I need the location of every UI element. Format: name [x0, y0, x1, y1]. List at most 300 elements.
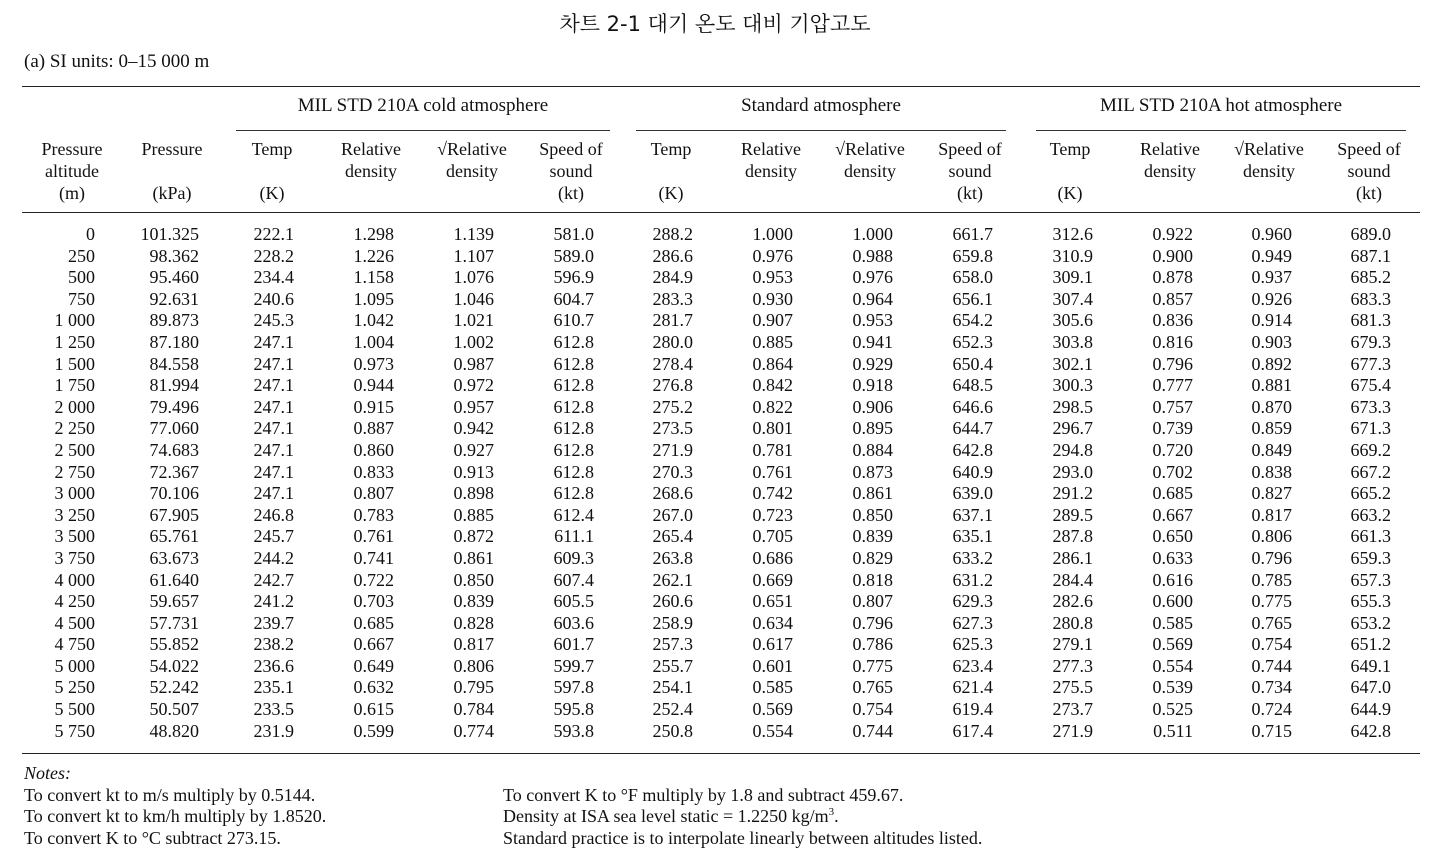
cell-hot-rel-density: 0.569	[1152, 634, 1193, 655]
note-density-exponent: 3	[828, 806, 835, 818]
cell-cold-speed-of-sound: 589.0	[553, 245, 594, 266]
cell-cold-sqrt-density: 0.898	[453, 483, 494, 504]
cell-cold-rel-density: 0.599	[353, 720, 394, 741]
notes-heading: Notes:	[24, 763, 71, 783]
cell-hot-temp: 275.5	[1052, 677, 1093, 698]
cell-hot-speed-of-sound: 667.2	[1350, 461, 1391, 482]
cell-std-rel-density: 0.885	[752, 331, 793, 352]
header-hot-sqrt-density-line-2: density	[1243, 161, 1295, 181]
cell-hot-temp: 298.5	[1052, 396, 1093, 417]
cell-std-rel-density: 0.601	[752, 655, 793, 676]
cell-std-rel-density: 0.742	[752, 483, 793, 504]
cell-std-temp: 257.3	[652, 634, 693, 655]
cell-hot-speed-of-sound: 665.2	[1350, 483, 1391, 504]
cell-std-sqrt-density: 0.929	[852, 353, 893, 374]
cell-cold-temp: 247.1	[253, 439, 294, 460]
cell-hot-rel-density: 0.525	[1152, 699, 1193, 720]
cell-hot-temp: 291.2	[1052, 483, 1093, 504]
cell-hot-sqrt-density: 0.960	[1251, 224, 1292, 244]
cell-cold-sqrt-density: 1.139	[453, 224, 494, 244]
cell-cold-temp: 247.1	[253, 396, 294, 417]
cell-hot-temp: 273.7	[1052, 699, 1093, 720]
table-row	[0, 332, 1430, 354]
cell-cold-temp: 236.6	[253, 655, 294, 676]
cell-altitude: 2 000	[54, 396, 95, 417]
cell-pressure: 92.631	[149, 288, 199, 309]
cell-hot-temp: 305.6	[1052, 310, 1093, 331]
cell-hot-temp: 309.1	[1052, 267, 1093, 288]
cell-hot-sqrt-density: 0.926	[1251, 288, 1292, 309]
cell-std-rel-density: 0.634	[752, 612, 793, 633]
cell-cold-temp: 222.1	[253, 224, 294, 244]
cell-hot-rel-density: 0.554	[1152, 655, 1193, 676]
header-std-rel-density-line-3	[722, 182, 820, 204]
group-rule-cold	[236, 130, 610, 131]
cell-cold-speed-of-sound: 612.8	[553, 353, 594, 374]
cell-hot-speed-of-sound: 687.1	[1350, 245, 1391, 266]
cell-std-temp: 273.5	[652, 418, 693, 439]
cell-pressure: 54.022	[149, 655, 199, 676]
cell-std-sqrt-density: 0.754	[852, 699, 893, 720]
cell-cold-rel-density: 0.722	[353, 569, 394, 590]
cell-altitude: 5 250	[54, 677, 95, 698]
cell-cold-temp: 247.1	[253, 461, 294, 482]
cell-hot-sqrt-density: 0.785	[1251, 569, 1292, 590]
cell-std-sqrt-density: 0.861	[852, 483, 893, 504]
cell-altitude: 4 500	[54, 612, 95, 633]
cell-cold-sqrt-density: 0.885	[453, 504, 494, 525]
cell-std-rel-density: 0.907	[752, 310, 793, 331]
cell-std-temp: 278.4	[652, 353, 693, 374]
cell-cold-sqrt-density: 0.850	[453, 569, 494, 590]
cell-hot-temp: 287.8	[1052, 526, 1093, 547]
cell-std-sqrt-density: 0.807	[852, 591, 893, 612]
cell-std-rel-density: 0.761	[752, 461, 793, 482]
cell-hot-sqrt-density: 0.806	[1251, 526, 1292, 547]
table-row	[0, 613, 1430, 635]
header-cold-rel-density	[322, 138, 420, 204]
cell-std-speed-of-sound: 629.3	[952, 591, 993, 612]
cell-cold-temp: 239.7	[253, 612, 294, 633]
header-altitude-line-3: (m)	[59, 183, 85, 203]
cell-cold-rel-density: 0.667	[353, 634, 394, 655]
cell-cold-speed-of-sound: 609.3	[553, 547, 594, 568]
cell-cold-sqrt-density: 0.913	[453, 461, 494, 482]
cell-std-sqrt-density: 0.918	[852, 375, 893, 396]
cell-std-sqrt-density: 0.964	[852, 288, 893, 309]
cell-hot-temp: 293.0	[1052, 461, 1093, 482]
cell-hot-temp: 286.1	[1052, 547, 1093, 568]
cell-std-rel-density: 0.705	[752, 526, 793, 547]
header-cold-speed-of-sound	[522, 138, 620, 204]
cell-std-temp: 254.1	[652, 677, 693, 698]
cell-hot-rel-density: 0.702	[1152, 461, 1193, 482]
cell-hot-temp: 277.3	[1052, 655, 1093, 676]
cell-cold-rel-density: 1.042	[353, 310, 394, 331]
cell-altitude: 500	[68, 267, 95, 288]
cell-hot-sqrt-density: 0.754	[1251, 634, 1292, 655]
cell-cold-rel-density: 1.004	[353, 331, 394, 352]
header-std-sqrt-density-line-1: √Relative	[835, 139, 905, 159]
cell-cold-temp: 233.5	[253, 699, 294, 720]
cell-cold-temp: 242.7	[253, 569, 294, 590]
table-row	[0, 721, 1430, 743]
note-k-f: To convert K to °F multiply by 1.8 and subtract 459.67.	[503, 784, 904, 805]
note-density	[503, 806, 982, 828]
table-row	[0, 224, 1430, 246]
cell-std-speed-of-sound: 656.1	[952, 288, 993, 309]
group-title-standard: Standard atmosphere	[741, 95, 901, 116]
cell-hot-sqrt-density: 0.796	[1251, 547, 1292, 568]
cell-std-rel-density: 0.669	[752, 569, 793, 590]
cell-hot-temp: 303.8	[1052, 331, 1093, 352]
cell-cold-temp: 238.2	[253, 634, 294, 655]
cell-std-speed-of-sound: 623.4	[952, 655, 993, 676]
cell-cold-sqrt-density: 0.774	[453, 720, 494, 741]
group-rule-standard	[636, 130, 1006, 131]
header-hot-speed-of-sound-line-2: sound	[1347, 161, 1391, 181]
header-std-speed-of-sound-line-2: sound	[948, 161, 992, 181]
header-hot-rel-density-line-3	[1121, 182, 1219, 204]
cell-hot-sqrt-density: 0.724	[1251, 699, 1292, 720]
header-std-temp	[622, 138, 720, 204]
cell-cold-sqrt-density: 0.942	[453, 418, 494, 439]
cell-std-speed-of-sound: 654.2	[952, 310, 993, 331]
cell-std-temp: 260.6	[652, 591, 693, 612]
cell-cold-temp: 240.6	[253, 288, 294, 309]
cell-std-speed-of-sound: 617.4	[952, 720, 993, 741]
header-cold-sqrt-density-line-1: √Relative	[437, 139, 507, 159]
cell-cold-speed-of-sound: 607.4	[553, 569, 594, 590]
header-std-rel-density-line-1: Relative	[741, 139, 801, 159]
cell-cold-temp: 247.1	[253, 418, 294, 439]
cell-std-speed-of-sound: 639.0	[952, 483, 993, 504]
cell-altitude: 5 000	[54, 655, 95, 676]
cell-pressure: 81.994	[149, 375, 199, 396]
cell-std-sqrt-density: 0.765	[852, 677, 893, 698]
cell-hot-sqrt-density: 0.827	[1251, 483, 1292, 504]
cell-hot-sqrt-density: 0.937	[1251, 267, 1292, 288]
cell-hot-rel-density: 0.720	[1152, 439, 1193, 460]
cell-hot-rel-density: 0.922	[1152, 224, 1193, 244]
cell-cold-rel-density: 0.783	[353, 504, 394, 525]
cell-hot-temp: 300.3	[1052, 375, 1093, 396]
cell-pressure: 89.873	[149, 310, 199, 331]
cell-pressure: 55.852	[149, 634, 199, 655]
cell-altitude: 3 250	[54, 504, 95, 525]
header-cold-temp-line-3: (K)	[259, 183, 285, 203]
header-hot-temp-line-2	[1021, 160, 1119, 182]
note-kt-kmh: To convert kt to km/h multiply by 1.8520.	[24, 806, 327, 826]
table-row	[0, 375, 1430, 397]
cell-cold-speed-of-sound: 604.7	[553, 288, 594, 309]
cell-hot-sqrt-density: 0.765	[1251, 612, 1292, 633]
cell-cold-rel-density: 1.095	[353, 288, 394, 309]
cell-cold-rel-density: 0.649	[353, 655, 394, 676]
cell-cold-rel-density: 0.973	[353, 353, 394, 374]
header-std-temp-line-2	[622, 160, 720, 182]
cell-std-rel-density: 0.822	[752, 396, 793, 417]
cell-std-temp: 275.2	[652, 396, 693, 417]
note-k-c: To convert K to °C subtract 273.15.	[24, 827, 281, 848]
cell-cold-rel-density: 0.860	[353, 439, 394, 460]
cell-cold-speed-of-sound: 612.4	[553, 504, 594, 525]
cell-std-speed-of-sound: 633.2	[952, 547, 993, 568]
cell-cold-sqrt-density: 0.828	[453, 612, 494, 633]
cell-std-temp: 262.1	[652, 569, 693, 590]
cell-std-rel-density: 0.976	[752, 245, 793, 266]
cell-cold-speed-of-sound: 595.8	[553, 699, 594, 720]
group-rule-hot	[1036, 130, 1406, 131]
cell-hot-speed-of-sound: 651.2	[1350, 634, 1391, 655]
table-row	[0, 570, 1430, 592]
cell-hot-sqrt-density: 0.859	[1251, 418, 1292, 439]
cell-std-rel-density: 1.000	[752, 224, 793, 244]
cell-std-temp: 288.2	[652, 224, 693, 244]
cell-cold-sqrt-density: 0.817	[453, 634, 494, 655]
cell-hot-temp: 296.7	[1052, 418, 1093, 439]
cell-hot-rel-density: 0.739	[1152, 418, 1193, 439]
header-cold-rel-density-line-1: Relative	[341, 139, 401, 159]
cell-hot-speed-of-sound: 671.3	[1350, 418, 1391, 439]
cell-std-temp: 271.9	[652, 439, 693, 460]
cell-cold-speed-of-sound: 612.8	[553, 331, 594, 352]
cell-std-sqrt-density: 0.906	[852, 396, 893, 417]
cell-hot-speed-of-sound: 677.3	[1350, 353, 1391, 374]
cell-hot-speed-of-sound: 644.9	[1350, 699, 1391, 720]
cell-cold-temp: 245.7	[253, 526, 294, 547]
cell-cold-speed-of-sound: 605.5	[553, 591, 594, 612]
cell-altitude: 4 250	[54, 591, 95, 612]
cell-cold-speed-of-sound: 601.7	[553, 634, 594, 655]
cell-hot-temp: 307.4	[1052, 288, 1093, 309]
header-std-sqrt-density	[821, 138, 919, 204]
cell-hot-rel-density: 0.685	[1152, 483, 1193, 504]
cell-cold-speed-of-sound: 603.6	[553, 612, 594, 633]
cell-cold-rel-density: 0.632	[353, 677, 394, 698]
cell-cold-rel-density: 0.807	[353, 483, 394, 504]
cell-hot-temp: 279.1	[1052, 634, 1093, 655]
table-row	[0, 526, 1430, 548]
note-density-end: .	[834, 806, 839, 826]
data-table-body	[0, 224, 1430, 742]
table-row	[0, 289, 1430, 311]
cell-hot-sqrt-density: 0.734	[1251, 677, 1292, 698]
cell-pressure: 63.673	[149, 547, 199, 568]
cell-altitude: 0	[86, 224, 95, 244]
table-row	[0, 246, 1430, 268]
cell-hot-sqrt-density: 0.870	[1251, 396, 1292, 417]
cell-std-speed-of-sound: 648.5	[952, 375, 993, 396]
cell-cold-sqrt-density: 0.806	[453, 655, 494, 676]
cell-cold-speed-of-sound: 581.0	[553, 224, 594, 244]
cell-std-sqrt-density: 0.786	[852, 634, 893, 655]
cell-hot-speed-of-sound: 642.8	[1350, 720, 1391, 741]
cell-std-temp: 268.6	[652, 483, 693, 504]
page-title: 차트 2-1 대기 온도 대비 기압고도	[559, 12, 871, 36]
cell-cold-rel-density: 0.703	[353, 591, 394, 612]
cell-cold-sqrt-density: 0.795	[453, 677, 494, 698]
header-cold-speed-of-sound-line-2: sound	[549, 161, 593, 181]
cell-std-speed-of-sound: 625.3	[952, 634, 993, 655]
header-hot-temp-line-3: (K)	[1057, 183, 1083, 203]
cell-std-speed-of-sound: 627.3	[952, 612, 993, 633]
cell-std-speed-of-sound: 631.2	[952, 569, 993, 590]
header-std-speed-of-sound	[921, 138, 1019, 204]
header-altitude-line-1: Pressure	[41, 139, 103, 159]
cell-std-sqrt-density: 0.988	[852, 245, 893, 266]
cell-altitude: 3 750	[54, 547, 95, 568]
cell-hot-rel-density: 0.857	[1152, 288, 1193, 309]
cell-std-temp: 250.8	[652, 720, 693, 741]
cell-pressure: 59.657	[149, 591, 199, 612]
table-row	[0, 462, 1430, 484]
header-std-rel-density	[722, 138, 820, 204]
cell-altitude: 4 750	[54, 634, 95, 655]
cell-pressure: 50.507	[149, 699, 199, 720]
top-rule	[22, 86, 1420, 87]
cell-std-sqrt-density: 0.884	[852, 439, 893, 460]
cell-cold-rel-density: 0.615	[353, 699, 394, 720]
cell-std-temp: 267.0	[652, 504, 693, 525]
header-hot-speed-of-sound	[1320, 138, 1418, 204]
cell-hot-sqrt-density: 0.903	[1251, 331, 1292, 352]
header-cold-sqrt-density	[423, 138, 521, 204]
header-hot-temp-line-1: Temp	[1049, 139, 1091, 159]
cell-hot-temp: 289.5	[1052, 504, 1093, 525]
cell-cold-temp: 247.1	[253, 331, 294, 352]
cell-hot-sqrt-density: 0.817	[1251, 504, 1292, 525]
cell-hot-rel-density: 0.796	[1152, 353, 1193, 374]
header-pressure-line-2	[123, 160, 221, 182]
header-hot-sqrt-density-line-1: √Relative	[1234, 139, 1304, 159]
cell-hot-speed-of-sound: 655.3	[1350, 591, 1391, 612]
bottom-rule	[22, 753, 1420, 754]
cell-std-temp: 270.3	[652, 461, 693, 482]
cell-std-rel-density: 0.842	[752, 375, 793, 396]
cell-hot-rel-density: 0.616	[1152, 569, 1193, 590]
notes-right	[503, 785, 982, 850]
cell-std-rel-density: 0.723	[752, 504, 793, 525]
header-hot-rel-density-line-2: density	[1144, 161, 1196, 181]
cell-cold-temp: 247.1	[253, 375, 294, 396]
header-hot-rel-density	[1121, 138, 1219, 204]
cell-pressure: 77.060	[149, 418, 199, 439]
header-cold-rel-density-line-3	[322, 182, 420, 204]
table-row	[0, 354, 1430, 376]
cell-altitude: 4 000	[54, 569, 95, 590]
group-title-hot: MIL STD 210A hot atmosphere	[1099, 95, 1343, 116]
cell-hot-temp: 302.1	[1052, 353, 1093, 374]
cell-cold-speed-of-sound: 612.8	[553, 396, 594, 417]
cell-hot-rel-density: 0.816	[1152, 331, 1193, 352]
header-hot-temp	[1021, 138, 1119, 204]
table-subtitle: (a) SI units: 0–15 000 m	[24, 51, 210, 72]
cell-altitude: 750	[68, 288, 95, 309]
cell-std-sqrt-density: 0.818	[852, 569, 893, 590]
cell-cold-speed-of-sound: 610.7	[553, 310, 594, 331]
cell-std-temp: 284.9	[652, 267, 693, 288]
cell-cold-rel-density: 1.158	[353, 267, 394, 288]
header-hot-speed-of-sound-line-3: (kt)	[1356, 183, 1382, 203]
cell-std-temp: 263.8	[652, 547, 693, 568]
header-altitude	[23, 138, 121, 204]
header-cold-temp-line-1: Temp	[251, 139, 293, 159]
cell-cold-rel-density: 1.226	[353, 245, 394, 266]
cell-cold-speed-of-sound: 612.8	[553, 375, 594, 396]
cell-hot-sqrt-density: 0.949	[1251, 245, 1292, 266]
cell-hot-rel-density: 0.585	[1152, 612, 1193, 633]
cell-std-sqrt-density: 0.829	[852, 547, 893, 568]
cell-altitude: 2 750	[54, 461, 95, 482]
cell-hot-speed-of-sound: 685.2	[1350, 267, 1391, 288]
cell-pressure: 95.460	[149, 267, 199, 288]
header-pressure-line-3: (kPa)	[152, 183, 192, 203]
cell-std-rel-density: 0.651	[752, 591, 793, 612]
cell-cold-temp: 231.9	[253, 720, 294, 741]
cell-cold-sqrt-density: 0.784	[453, 699, 494, 720]
cell-pressure: 70.106	[149, 483, 199, 504]
cell-std-temp: 280.0	[652, 331, 693, 352]
table-row	[0, 397, 1430, 419]
cell-altitude: 2 500	[54, 439, 95, 460]
cell-cold-temp: 235.1	[253, 677, 294, 698]
cell-altitude: 2 250	[54, 418, 95, 439]
cell-hot-speed-of-sound: 647.0	[1350, 677, 1391, 698]
cell-std-temp: 281.7	[652, 310, 693, 331]
cell-pressure: 67.905	[149, 504, 199, 525]
cell-hot-speed-of-sound: 661.3	[1350, 526, 1391, 547]
cell-hot-rel-density: 0.650	[1152, 526, 1193, 547]
cell-cold-temp: 234.4	[253, 267, 294, 288]
cell-hot-speed-of-sound: 653.2	[1350, 612, 1391, 633]
cell-std-temp: 276.8	[652, 375, 693, 396]
cell-cold-temp: 245.3	[253, 310, 294, 331]
cell-hot-rel-density: 0.836	[1152, 310, 1193, 331]
cell-cold-speed-of-sound: 599.7	[553, 655, 594, 676]
cell-hot-temp: 294.8	[1052, 439, 1093, 460]
header-std-rel-density-line-2: density	[745, 161, 797, 181]
cell-std-speed-of-sound: 619.4	[952, 699, 993, 720]
cell-cold-speed-of-sound: 593.8	[553, 720, 594, 741]
cell-pressure: 74.683	[149, 439, 199, 460]
header-rule	[22, 212, 1420, 213]
cell-std-sqrt-density: 0.953	[852, 310, 893, 331]
table-row	[0, 656, 1430, 678]
note-interpolate: Standard practice is to interpolate linearly between altitudes listed.	[503, 827, 983, 848]
table-row	[0, 634, 1430, 656]
cell-altitude: 3 500	[54, 526, 95, 547]
cell-cold-rel-density: 0.944	[353, 375, 394, 396]
cell-cold-sqrt-density: 1.002	[453, 331, 494, 352]
table-row	[0, 310, 1430, 332]
cell-std-speed-of-sound: 644.7	[952, 418, 993, 439]
cell-pressure: 79.496	[149, 396, 199, 417]
cell-std-sqrt-density: 0.873	[852, 461, 893, 482]
cell-hot-speed-of-sound: 689.0	[1350, 224, 1391, 244]
cell-cold-rel-density: 0.833	[353, 461, 394, 482]
cell-altitude: 250	[68, 245, 95, 266]
cell-cold-sqrt-density: 0.861	[453, 547, 494, 568]
cell-std-sqrt-density: 0.796	[852, 612, 893, 633]
cell-pressure: 98.362	[149, 245, 199, 266]
cell-std-speed-of-sound: 637.1	[952, 504, 993, 525]
cell-std-temp: 258.9	[652, 612, 693, 633]
cell-pressure: 48.820	[149, 720, 199, 741]
table-row	[0, 440, 1430, 462]
cell-cold-sqrt-density: 0.987	[453, 353, 494, 374]
cell-cold-temp: 241.2	[253, 591, 294, 612]
